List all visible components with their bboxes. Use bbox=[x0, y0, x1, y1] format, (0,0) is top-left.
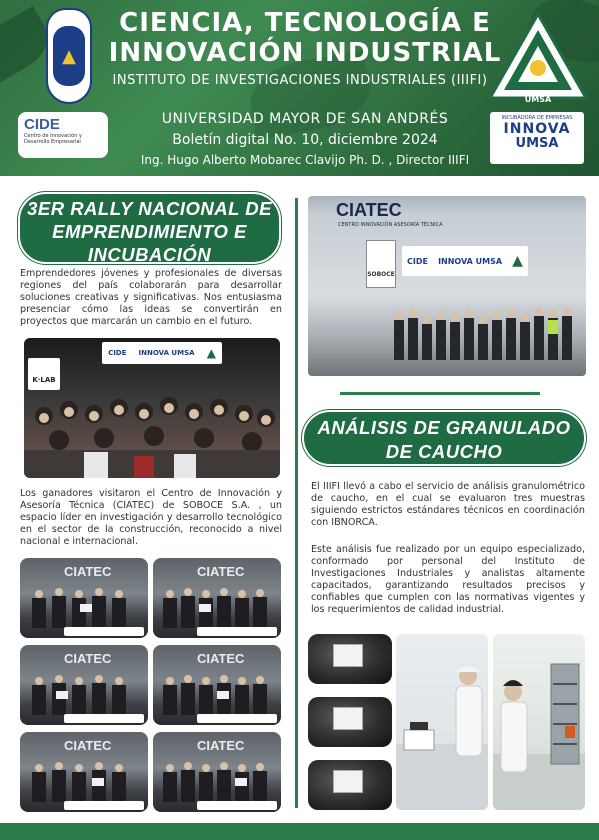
incubadora-top: INCUBADORA DE EMPRESAS bbox=[501, 115, 573, 121]
innova-mini-label: INNOVA UMSA bbox=[138, 349, 195, 357]
thumb-brand: CIATEC bbox=[197, 564, 245, 579]
crowd-illustration bbox=[24, 388, 280, 478]
klab-label: K·LAB bbox=[32, 376, 56, 384]
thumb-brand: CIATEC bbox=[197, 738, 245, 753]
cide-logo-name: CIDE bbox=[24, 116, 60, 133]
ciatec-thumb-6 bbox=[153, 732, 281, 812]
rubber-sample-bag-3 bbox=[308, 760, 392, 810]
cide-logo bbox=[18, 112, 108, 158]
people-illustration bbox=[26, 675, 142, 715]
triangle-mini-icon: ▲ bbox=[206, 346, 216, 360]
incubadora-logo bbox=[490, 112, 584, 164]
thumb-brand: CIATEC bbox=[197, 651, 245, 666]
ciatec-thumb-2 bbox=[153, 558, 281, 638]
cide-mini-label: CIDE bbox=[407, 256, 428, 266]
triangle-mini-icon: ▲ bbox=[512, 253, 523, 269]
caucho-intro-text: El IIIFI llevó a cabo el servicio de análisis granulométrico de caucho, en el cual se evaluaron tres muestras siguiendo estrictos estándares técnicos en coordinación con IBNORCA. bbox=[311, 481, 585, 528]
section-divider bbox=[340, 392, 540, 395]
partner-logos bbox=[402, 246, 528, 276]
column-divider bbox=[295, 198, 298, 808]
umsa-shield-logo bbox=[46, 8, 92, 104]
incubadora-main: INNOVA bbox=[503, 121, 571, 137]
people-illustration bbox=[159, 675, 275, 715]
logos-strip bbox=[197, 627, 277, 636]
sample-label bbox=[333, 770, 363, 793]
caucho-team-text: Este análisis fue realizado por un equipo especializado, conformado por personal del Instituto de Investigaciones Industriales y analistas altamente capacitados, garantizando resultados precisos y confiables que cumplen con las normativas vigentes y los requerimientos de calidad industrial. bbox=[311, 544, 585, 615]
banner-logos bbox=[102, 342, 222, 364]
people-illustration bbox=[159, 588, 275, 628]
ciatec-sign: CIATEC bbox=[336, 200, 402, 220]
thumb-brand: CIATEC bbox=[64, 738, 112, 753]
visitors-illustration bbox=[388, 306, 586, 366]
klab-logo bbox=[28, 358, 60, 390]
ciatec-thumb-5 bbox=[20, 732, 148, 812]
iiifi-triangle-logo bbox=[486, 10, 590, 104]
people-illustration bbox=[26, 588, 142, 628]
logos-strip bbox=[197, 801, 277, 810]
incubadora-sub: UMSA bbox=[515, 136, 559, 151]
sample-label bbox=[333, 707, 363, 730]
logos-strip bbox=[64, 801, 144, 810]
cide-logo-tagline: Centro de Innovación y Desarrollo Empresarial bbox=[24, 133, 82, 145]
caucho-heading: ANÁLISIS DE GRANULADO DE CAUCHO bbox=[302, 410, 586, 466]
page-title: CIENCIA, TECNOLOGÍA E INNOVACIÓN INDUSTRIAL bbox=[108, 8, 502, 68]
header-banner bbox=[0, 0, 599, 176]
director-credit: Ing. Hugo Alberto Mobarec Clavijo Ph. D. , Director IIIFI bbox=[140, 153, 470, 167]
people-illustration bbox=[159, 762, 275, 802]
ciatec-visit-text: Los ganadores visitaron el Centro de Innovación y Asesoría Técnica (CIATEC) de SOBOCE S.A. , un espacio líder en investigación y desarrollo tecnológico en el sector de la construcción, reconocido a nivel nacional e internacional. bbox=[20, 488, 282, 547]
cide-mini-label: CIDE bbox=[108, 349, 127, 357]
iiifi-logo-text: UMSA bbox=[524, 95, 552, 104]
rally-group-photo bbox=[24, 338, 280, 478]
logos-strip bbox=[197, 714, 277, 723]
soboce-label: SOBOCE bbox=[367, 271, 395, 278]
rubber-sample-bag-1 bbox=[308, 634, 392, 684]
institute-name: INSTITUTO DE INVESTIGACIONES INDUSTRIALES (IIIFI) bbox=[112, 73, 488, 88]
thumb-brand: CIATEC bbox=[64, 651, 112, 666]
rubber-sample-bag-2 bbox=[308, 697, 392, 747]
logos-strip bbox=[64, 627, 144, 636]
ciatec-thumb-3 bbox=[20, 645, 148, 725]
lab-equipment-illustration bbox=[493, 634, 585, 810]
thumb-brand: CIATEC bbox=[64, 564, 112, 579]
ciatec-building-photo bbox=[308, 196, 586, 376]
people-illustration bbox=[26, 762, 142, 802]
bulletin-number: Boletín digital No. 10, diciembre 2024 bbox=[172, 132, 438, 148]
lab-technician-illustration bbox=[396, 634, 488, 810]
lab-photo-1 bbox=[396, 634, 488, 810]
footer-bar bbox=[0, 823, 599, 840]
ciatec-sign-tagline: CENTRO INNOVACIÓN ASESORÍA TÉCNICA bbox=[338, 222, 443, 228]
lab-photo-2 bbox=[493, 634, 585, 810]
mountain-icon: ▲ bbox=[53, 26, 85, 86]
soboce-logo bbox=[366, 240, 396, 288]
ciatec-thumb-1 bbox=[20, 558, 148, 638]
innova-mini-label: INNOVA UMSA bbox=[438, 256, 503, 266]
sample-label bbox=[333, 644, 363, 667]
logos-strip bbox=[64, 714, 144, 723]
university-name: UNIVERSIDAD MAYOR DE SAN ANDRÉS bbox=[161, 111, 449, 127]
ciatec-thumb-4 bbox=[153, 645, 281, 725]
rally-intro-text: Emprendedores jóvenes y profesionales de diversas regiones del país colaborarán para desarrollar soluciones creativas y significativas. Nos entusiasma presenciar cómo las ideas se convertirán en proyectos que marcarán un cambio en el futuro. bbox=[20, 268, 282, 327]
rally-heading: 3ER RALLY NACIONAL DE EMPRENDIMIENTO E INCUBACIÓN bbox=[18, 192, 281, 264]
